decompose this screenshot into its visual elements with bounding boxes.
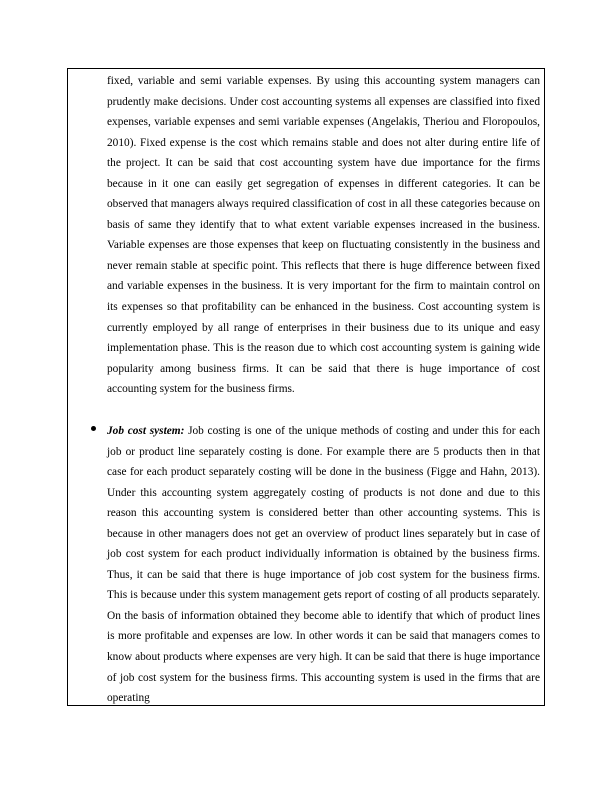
bullet-icon — [91, 426, 96, 431]
paragraph-cost-accounting: fixed, variable and semi variable expenses. By using this accounting system managers can prudently make decisions. Under cost accounting systems all expenses are classified into fixed expenses, variable expenses and semi variable expenses (Angelakis, Theriou and Floropoulos, 2010). Fixed expense is the cost which remains stable and does not alter during entire life of the project. It can be said that cost accounting system have due importance for the firms because in it one can easily get segregation of expenses in different categories. It can be observed that managers always required classification of cost in all these categories because on basis of same they identify that to what extent variable expenses increased in the business. Variable expenses are those expenses that keep on fluctuating consistently in the business and never remain stable at specific point. This reflects that there is huge difference between fixed and variable expenses in the business. It is very important for the firm to maintain control on its expenses so that profitability can be enhanced in the business. Cost accounting system is currently employed by all range of enterprises in their business due to its unique and easy implementation phase. This is the reason due to which cost accounting system is gaining wide popularity among business firms. It can be said that there is huge importance of cost accounting system for the business firms. — [107, 75, 540, 396]
content-box — [67, 68, 545, 706]
bullet-paragraph — [107, 421, 540, 706]
bullet-term: Job cost system: — [107, 425, 185, 437]
bullet-body: Job costing is one of the unique methods of costing and under this for each job or product line separately costing is done. For example there are 5 products then in that case for each product separately costing will be done in the business (Figge and Hahn, 2013). Under this accounting system aggregately costing of products is not done and due to this reason this accounting system is considered better than other accounting systems. This is because in other managers does not get an overview of product lines separately but in case of job cost system for each product individually information is obtained by the business firms. Thus, it can be said that there is huge importance of job cost system for the business firms. This is because under this system management gets report of costing of all products separately. On the basis of information obtained they become able to identify that which of product lines is more profitable and expenses are low. In other words it can be said that managers comes to know about products where expenses are very high. It can be said that there is huge importance of job cost system for the business firms. This accounting system is used in the firms that are operating — [107, 425, 540, 705]
